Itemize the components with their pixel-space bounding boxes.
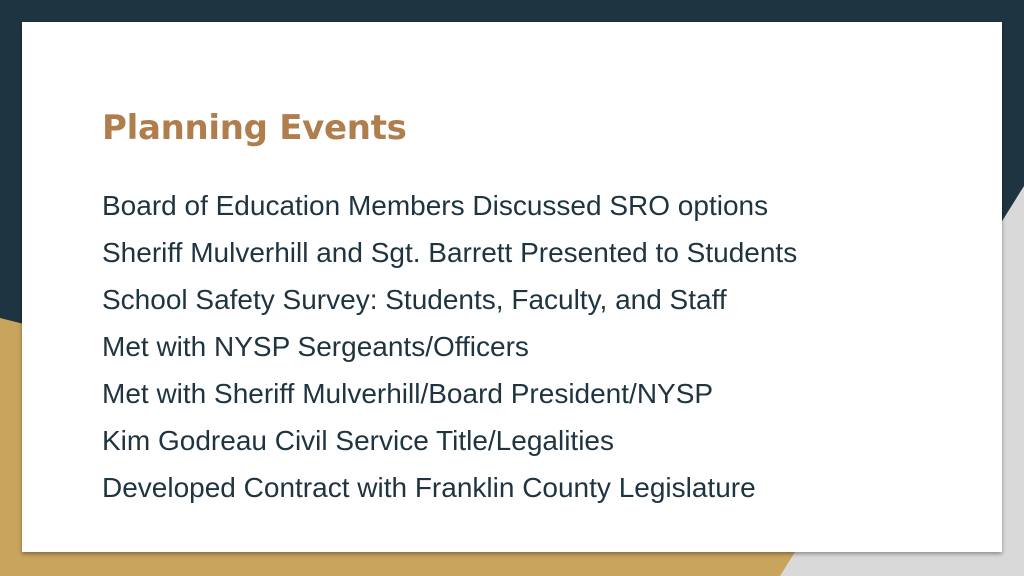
list-item: Met with Sheriff Mulverhill/Board President/NYSP [102, 378, 714, 409]
slide-card [22, 22, 1002, 552]
list-item: School Safety Survey: Students, Faculty, and Staff [102, 284, 727, 315]
list-item: Sheriff Mulverhill and Sgt. Barrett Presented to Students [102, 237, 798, 268]
list-item: Met with NYSP Sergeants/Officers [102, 331, 529, 362]
list-item: Board of Education Members Discussed SRO options [102, 190, 769, 221]
list-item: Developed Contract with Franklin County Legislature [102, 472, 756, 503]
event-list [102, 182, 797, 511]
list-item: Kim Godreau Civil Service Title/Legalities [102, 425, 614, 456]
slide-title: Planning Events [102, 108, 407, 148]
